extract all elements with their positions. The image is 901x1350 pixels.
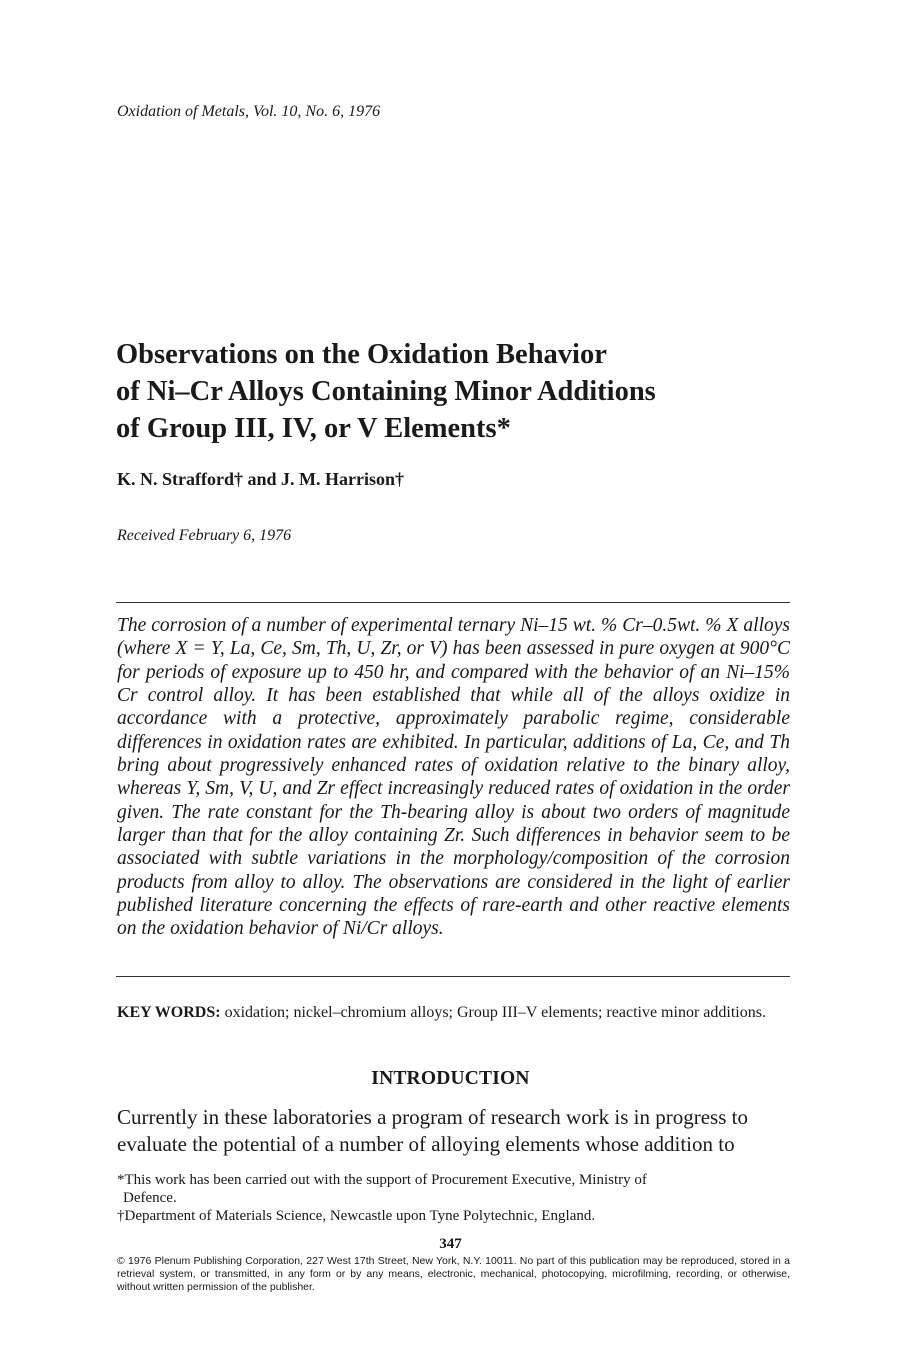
- article-title: [116, 336, 796, 447]
- keywords-label: KEY WORDS:: [117, 1004, 221, 1021]
- abstract: The corrosion of a number of experimental ternary Ni–15 wt. % Cr–0.5wt. % X alloys (where X = Y, La, Ce, Sm, Th, U, Zr, or V) has been assessed in pure oxygen at 900°C for periods of exposure up to 450 hr, and compared with the behavior of an Ni–15% Cr control alloy. It has been established that while all of the alloys oxidize in accordance with a protective, approximately parabolic regime, considerable differences in oxidation rates are exhibited. In particular, additions of La, Ce, and Th bring about progressively enhanced rates of oxidation relative to the binary alloy, whereas Y, Sm, V, U, and Zr effect increasingly reduced rates of oxidation in the order given. The rate constant for the Th-bearing alloy is about two orders of magnitude larger than that for the alloy containing Zr. Such differences in behavior seem to be associated with subtle variations in the morphology/composition of the corrosion products from alloy to alloy. The observations are considered in the light of earlier published literature concerning the effects of rare-earth and other reactive elements on the oxidation behavior of Ni/Cr alloys.: [117, 615, 790, 940]
- footnote-funding-line2: Defence.: [123, 1190, 177, 1206]
- footnotes: [117, 1171, 790, 1225]
- abstract-bottom-rule: [116, 976, 790, 977]
- footnote-funding: [117, 1171, 790, 1207]
- footnote-funding-line1: *This work has been carried out with the support of Procurement Executive, Ministry of: [117, 1172, 647, 1188]
- footnote-affiliation: †Department of Materials Science, Newcastle upon Tyne Polytechnic, England.: [117, 1208, 596, 1224]
- journal-citation: Oxidation of Metals, Vol. 10, No. 6, 1976: [117, 103, 381, 120]
- authors: K. N. Strafford† and J. M. Harrison†: [117, 469, 404, 489]
- intro-line: Currently in these laboratories a program of research work is in progress to: [117, 1105, 748, 1129]
- introduction-text: [117, 1104, 790, 1158]
- intro-line: evaluate the potential of a number of alloying elements whose addition to: [117, 1132, 735, 1156]
- copyright-notice: © 1976 Plenum Publishing Corporation, 227 West 17th Street, New York, N.Y. 10011. No part of this publication may be reproduced, stored in a retrieval system, or transmitted, in any form or by any means, electronic, mechanical, photocopying, microfilming, recording, or otherwise, without written permission of the publisher.: [117, 1255, 790, 1293]
- title-line: Observations on the Oxidation Behavior: [116, 339, 607, 370]
- title-line: of Ni–Cr Alloys Containing Minor Additions: [116, 376, 656, 407]
- received-date: Received February 6, 1976: [117, 527, 292, 544]
- page-number: 347: [439, 1236, 462, 1252]
- keywords-text: oxidation; nickel–chromium alloys; Group III–V elements; reactive minor additions.: [220, 1004, 766, 1021]
- keywords: [117, 1003, 790, 1022]
- introduction-heading: INTRODUCTION: [371, 1068, 530, 1089]
- title-line: of Group III, IV, or V Elements*: [116, 413, 511, 444]
- abstract-top-rule: [116, 602, 790, 603]
